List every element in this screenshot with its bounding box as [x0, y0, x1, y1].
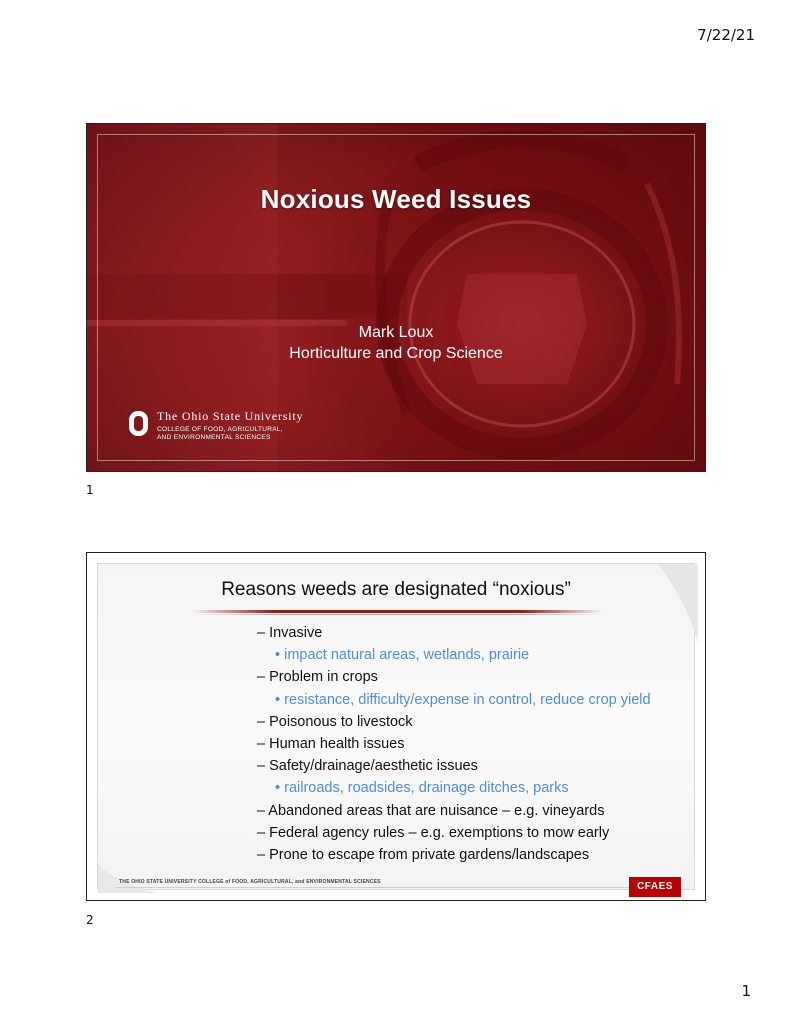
slide-1: [86, 123, 706, 472]
block-o-icon: [129, 411, 148, 436]
list-item: – Federal agency rules – e.g. exemptions to mow early: [257, 824, 610, 841]
author-department: Horticulture and Crop Science: [289, 345, 503, 362]
list-item: – Abandoned areas that are nuisance – e.g. vineyards: [257, 802, 605, 819]
slide-1-title: Noxious Weed Issues: [260, 184, 532, 214]
slide-2: [86, 552, 706, 901]
osu-logo-text: [157, 409, 303, 442]
slide-2-title: Reasons weeds are designated “noxious”: [221, 579, 571, 600]
list-subitem: • railroads, roadsides, drainage ditches, parks: [275, 780, 569, 797]
list-item: – Safety/drainage/aesthetic issues: [257, 758, 478, 775]
title-underline-shadow: [191, 614, 603, 615]
reasons-list: [257, 622, 651, 866]
logo-college-line-2: AND ENVIRONMENTAL SCIENCES: [157, 434, 271, 441]
list-item: – Problem in crops: [257, 669, 378, 686]
list-subitem: • impact natural areas, wetlands, prairie: [275, 647, 530, 664]
slide-1-presenter: [87, 322, 705, 364]
logo-college-line-1: COLLEGE OF FOOD, AGRICULTURAL,: [157, 426, 283, 433]
osu-logo: [129, 409, 303, 442]
slide-2-footer-text: THE OHIO STATE UNIVERSITY COLLEGE of FOOD, AGRICULTURAL, and ENVIRONMENTAL SCIENCES: [119, 879, 381, 885]
title-underline: [191, 610, 603, 613]
logo-university-name: The Ohio State University: [157, 409, 304, 423]
slide-2-number: 2: [86, 913, 94, 927]
list-item: – Human health issues: [257, 736, 405, 753]
author-name: Mark Loux: [358, 324, 434, 341]
list-item: – Invasive: [257, 625, 323, 641]
cfaes-badge: CFAES: [629, 877, 681, 897]
list-item: – Poisonous to livestock: [257, 713, 413, 730]
list-item: – Prone to escape from private gardens/landscapes: [257, 847, 590, 864]
slide-2-footer-rule: [115, 887, 677, 888]
page-number: 1: [741, 982, 751, 1000]
slide-1-number: 1: [86, 483, 94, 497]
list-subitem: • resistance, difficulty/expense in control, reduce crop yield: [275, 691, 651, 708]
page-date: 7/22/21: [697, 26, 755, 44]
